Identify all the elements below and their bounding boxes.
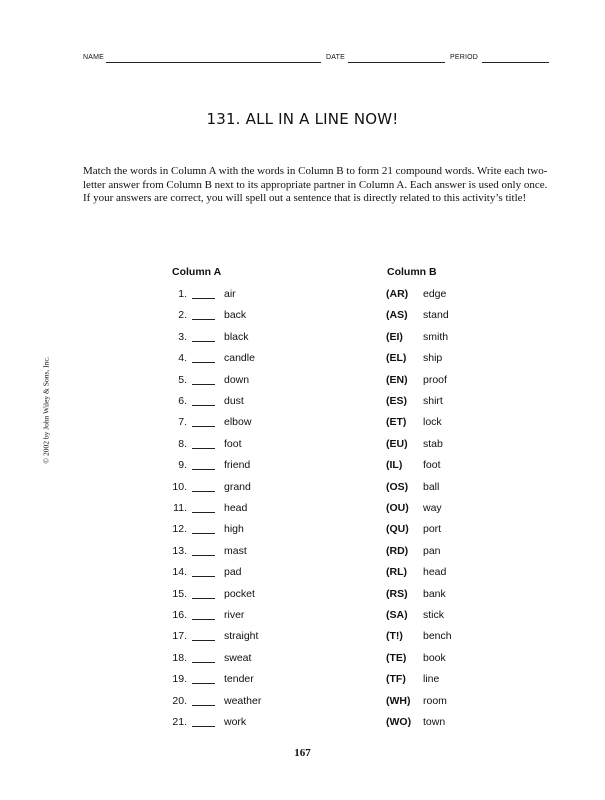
column-a-item <box>165 652 405 666</box>
item-number: 7. <box>178 416 187 429</box>
answer-blank[interactable] <box>192 512 215 513</box>
column-a-item <box>165 438 405 452</box>
student-info-header <box>83 54 549 66</box>
item-number: 3. <box>178 330 187 343</box>
item-number: 4. <box>178 352 187 365</box>
answer-code: (EI) <box>386 330 403 343</box>
answer-blank[interactable] <box>192 341 215 342</box>
item-number: 11. <box>173 502 187 514</box>
column-a-word: friend <box>224 459 251 472</box>
answer-blank[interactable] <box>192 491 215 492</box>
column-b-item <box>386 716 536 730</box>
column-a-word: air <box>224 288 236 300</box>
column-a-word: down <box>224 373 250 386</box>
item-number: 19. <box>172 673 187 686</box>
item-number: 15. <box>172 587 187 600</box>
answer-code: (EU) <box>386 437 408 450</box>
answer-blank[interactable] <box>192 362 215 363</box>
column-a-item <box>165 523 405 537</box>
column-a-word: high <box>224 523 244 536</box>
column-a-item <box>165 374 405 388</box>
column-a-word: elbow <box>224 416 252 429</box>
column-a-item <box>165 395 405 409</box>
answer-blank[interactable] <box>192 448 215 449</box>
answer-blank[interactable] <box>192 469 215 470</box>
column-a-item <box>165 416 405 430</box>
item-number: 8. <box>178 437 187 450</box>
page-number: 167 <box>294 747 311 759</box>
column-b-word: room <box>423 694 447 707</box>
answer-blank[interactable] <box>192 619 215 620</box>
column-b-item <box>386 331 536 345</box>
column-b-word: town <box>423 716 446 728</box>
answer-blank[interactable] <box>192 555 215 556</box>
column-b-item <box>386 309 536 323</box>
column-b-item <box>386 523 536 537</box>
column-b-item <box>386 288 536 302</box>
item-number: 9. <box>178 459 187 472</box>
column-b-item <box>386 609 536 623</box>
answer-code: (QU) <box>386 523 409 536</box>
column-a-word: back <box>224 309 247 322</box>
column-b-word: pan <box>423 544 441 557</box>
column-a-item <box>165 673 405 687</box>
column-b-word: edge <box>423 288 447 300</box>
answer-code: (AS) <box>386 309 408 322</box>
column-a-word: sweat <box>224 651 252 664</box>
column-b-word: smith <box>423 330 449 343</box>
answer-code: (WH) <box>386 694 411 707</box>
column-b-word: port <box>423 523 442 536</box>
answer-code: (RL) <box>386 566 407 579</box>
answer-blank[interactable] <box>192 726 215 727</box>
column-a-word: dust <box>224 395 244 407</box>
column-b-item <box>386 566 536 580</box>
column-b-word: foot <box>423 459 441 472</box>
column-b-item <box>386 673 536 687</box>
answer-code: (IL) <box>386 459 403 472</box>
answer-blank[interactable] <box>192 298 215 299</box>
column-b-word: head <box>423 566 447 579</box>
column-b-item <box>386 438 536 452</box>
answer-blank[interactable] <box>192 640 215 641</box>
column-a-word: mast <box>224 544 247 557</box>
column-a-word: pocket <box>224 587 255 600</box>
column-b-item <box>386 459 536 473</box>
instructions <box>83 165 553 206</box>
column-b-item <box>386 652 536 666</box>
item-number: 6. <box>178 395 187 407</box>
column-a-item <box>165 695 405 709</box>
column-b-word: shirt <box>423 395 443 407</box>
answer-blank[interactable] <box>192 405 215 406</box>
item-number: 16. <box>172 609 187 621</box>
column-a-word: weather <box>224 694 262 707</box>
item-number: 5. <box>178 373 187 386</box>
column-b-item <box>386 545 536 559</box>
column-b-item <box>386 481 536 495</box>
column-a-item <box>165 566 405 580</box>
column-b-heading: Column B <box>387 266 437 278</box>
column-a-heading: Column A <box>172 266 222 278</box>
item-number: 13. <box>172 544 187 557</box>
column-b-word: stick <box>423 609 444 621</box>
column-b-item <box>386 374 536 388</box>
page-title: 131. ALL IN A LINE NOW! <box>206 110 399 128</box>
answer-code: (RS) <box>386 587 408 600</box>
column-a-word: candle <box>224 352 255 365</box>
column-a-item <box>165 716 405 730</box>
column-b-word: stab <box>423 437 443 450</box>
answer-code: (RD) <box>386 544 409 557</box>
column-b-word: ball <box>423 480 440 493</box>
column-b-word: book <box>423 651 446 664</box>
answer-blank[interactable] <box>192 384 215 385</box>
column-a-item <box>165 502 405 516</box>
period-line[interactable] <box>482 62 549 63</box>
answer-blank[interactable] <box>192 683 215 684</box>
column-a-word: work <box>224 716 247 728</box>
answer-code: (T!) <box>386 630 403 643</box>
answer-blank[interactable] <box>192 533 215 534</box>
item-number: 18. <box>172 651 187 664</box>
column-b-word: stand <box>423 309 449 322</box>
column-a-word: pad <box>224 566 242 579</box>
column-b-item <box>386 588 536 602</box>
name-label: NAME <box>83 54 105 61</box>
item-number: 20. <box>172 694 187 707</box>
answer-code: (ES) <box>386 395 407 407</box>
column-a-item <box>165 630 405 644</box>
answer-code: (TF) <box>386 673 406 686</box>
column-b-item <box>386 502 536 516</box>
column-b-word: line <box>423 673 440 686</box>
answer-code: (OU) <box>386 502 409 514</box>
period-label: PERIOD <box>450 54 479 61</box>
name-line[interactable] <box>106 62 321 63</box>
answer-code: (WO) <box>386 716 412 728</box>
column-a-item <box>165 331 405 345</box>
column-a-item <box>165 288 405 302</box>
column-b-word: bank <box>423 587 446 600</box>
column-b-word: ship <box>423 352 443 365</box>
column-b-item <box>386 395 536 409</box>
column-a-item <box>165 481 405 495</box>
answer-blank[interactable] <box>192 662 215 663</box>
column-b-item <box>386 352 536 366</box>
answer-code: (AR) <box>386 288 409 300</box>
item-number: 1. <box>178 288 187 300</box>
column-a-item <box>165 545 405 559</box>
instructions-text: Match the words in Column A with the words in Column B to form 21 compound words. Write each two-letter answer from Column B next to its appropriate partner in Column A. Each answer is used only once. If your answers are correct, you will spell out a sentence that is directly related to this activity’s title! <box>83 165 548 204</box>
answer-code: (OS) <box>386 480 409 493</box>
column-a-item <box>165 352 405 366</box>
column-b-item <box>386 416 536 430</box>
column-b-word: way <box>423 502 442 514</box>
column-a-item <box>165 459 405 473</box>
column-b-word: bench <box>423 630 452 643</box>
answer-code: (ET) <box>386 416 407 429</box>
answer-code: (EN) <box>386 373 408 386</box>
answer-blank[interactable] <box>192 576 215 577</box>
column-b-item <box>386 695 536 709</box>
column-a-word: straight <box>224 630 259 643</box>
column-a-item <box>165 309 405 323</box>
item-number: 2. <box>178 309 187 322</box>
answer-blank[interactable] <box>192 705 215 706</box>
answer-blank[interactable] <box>192 426 215 427</box>
answer-code: (SA) <box>386 609 408 621</box>
item-number: 12. <box>172 523 187 536</box>
answer-blank[interactable] <box>192 598 215 599</box>
answer-code: (EL) <box>386 352 407 365</box>
column-a-item <box>165 609 405 623</box>
column-b-item <box>386 630 536 644</box>
column-a-word: head <box>224 502 248 514</box>
column-b-word: proof <box>423 373 447 386</box>
date-line[interactable] <box>348 62 445 63</box>
column-a-word: tender <box>224 673 254 686</box>
copyright-text: © 2002 by John Wiley & Sons, Inc. <box>41 356 51 464</box>
item-number: 14. <box>172 566 187 579</box>
answer-blank[interactable] <box>192 319 215 320</box>
column-a-word: grand <box>224 480 251 493</box>
column-a-word: foot <box>224 437 242 450</box>
column-a-word: river <box>224 609 245 621</box>
item-number: 21. <box>172 716 187 728</box>
item-number: 10. <box>172 480 187 493</box>
column-b-word: lock <box>423 416 442 429</box>
answer-code: (TE) <box>386 651 407 664</box>
item-number: 17. <box>172 630 187 643</box>
column-a-item <box>165 588 405 602</box>
column-a-word: black <box>224 330 249 343</box>
date-label: DATE <box>326 54 345 61</box>
